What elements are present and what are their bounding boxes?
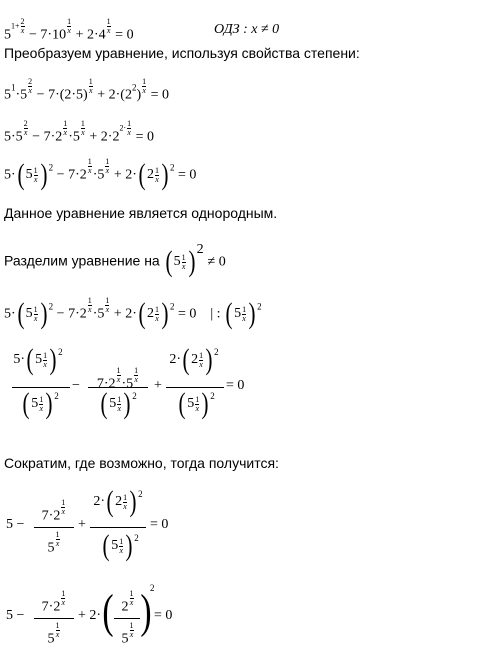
main-equation: 51+ $\frac{2}{x}$ − 7·10 $\frac{1}{x}$ + 2·4 $\frac{1}{x}$ = 0	[4, 17, 134, 43]
text-homogeneous: Данное уравнение является однородным.	[4, 205, 278, 221]
equation-step-6: 5 − 7·21 x 51 x + 2· ( 2 1 x ) $^2$ ( 5 1 x ) $^2$ = 0	[6, 485, 169, 562]
equation-step-3: 5· ( 5 1 x ) $^2$ − 7·21 x ·51 x + 2· ( 2 1 x ) $^2$ = 0	[4, 157, 197, 192]
equation-step-5: 5· ( 5 1 x ) $^2$ ( 5 1 x ) $^2$ − 7·21 x ·51 x ( 5 1 x ) $^2$ + 2· ( 2 1 x ) $^2$ ( 5 1 x ) $^2$ = 0	[13, 343, 245, 420]
equation-step-2: 5·52 x − 7·21 x ·51 x + 2·22·1 x = 0	[4, 119, 155, 145]
equation-step-7: 5 − 7·21 x 51 x + 2· ( 21 x 51 x ) 2 = 0	[6, 583, 173, 647]
text-simplify: Сократим, где возможно, тогда получится:	[4, 455, 279, 471]
text-transform: Преобразуем уравнение, используя свойства степени:	[4, 45, 360, 61]
equation-step-4: 5· ( 5 1 x ) $^2$ − 7·21 x ·51 x + 2· ( 2 1 x ) $^2$ = 0 | : ( 5 1 x ) $^2$	[4, 296, 262, 331]
text-divide: Разделим уравнение на ( 5 1 x ) $^2$ ≠ 0	[4, 242, 226, 278]
equation-step-1: $5^1\cdot 52$ x − 7·(2·5)1 x + $2\cdot(2^2)1$ x = 0	[4, 77, 170, 103]
odz-condition: ОДЗ : x ≠ 0	[214, 22, 280, 37]
